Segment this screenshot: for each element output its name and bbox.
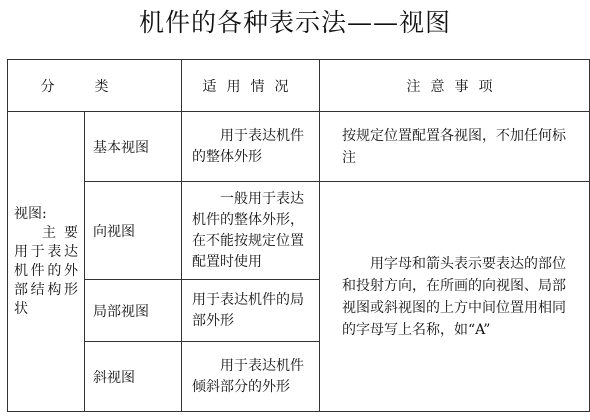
- header-applicable-label: 适用情况: [202, 78, 299, 95]
- table-row: [8, 182, 590, 280]
- row-usage-direction-view: 一般用于表达机件的整体外形，在不能按规定位置配置时使用: [182, 182, 320, 280]
- row-note-basic-view: 按规定位置配置各视图，不加任何标注: [320, 112, 590, 182]
- header-notes-label: 注意事项: [406, 78, 503, 95]
- header-row: [8, 60, 590, 112]
- row-usage-basic-view: 用于表达机件的整体外形: [182, 112, 320, 182]
- header-applicable: [182, 60, 320, 112]
- row-name-partial-view: 局部视图: [85, 280, 182, 342]
- merged-note-cell: 用字母和箭头表示要表达的部位和投射方向，在所画的向视图、局部视图或斜视图的上方中间位置用相同的字母写上名称，如“A”: [320, 182, 590, 412]
- page-title: 机件的各种表示法——视图: [138, 8, 451, 37]
- row-name-direction-view: 向视图: [85, 182, 182, 280]
- category-text: 主要用于表达机件的外部结构形状: [14, 224, 78, 317]
- table-row: [8, 112, 590, 182]
- row-usage-oblique-view: 用于表达机件倾斜部分的外形: [182, 342, 320, 412]
- row-name-basic-view: 基本视图: [85, 112, 182, 182]
- header-classify-label: 分类: [40, 78, 149, 95]
- header-notes: [320, 60, 590, 112]
- category-head: 视图:: [14, 205, 47, 222]
- row-usage-partial-view: 用于表达机件的局部外形: [182, 280, 320, 342]
- views-table: [7, 59, 590, 412]
- category-cell: [8, 112, 85, 412]
- row-name-oblique-view: 斜视图: [85, 342, 182, 412]
- header-classify: [8, 60, 182, 112]
